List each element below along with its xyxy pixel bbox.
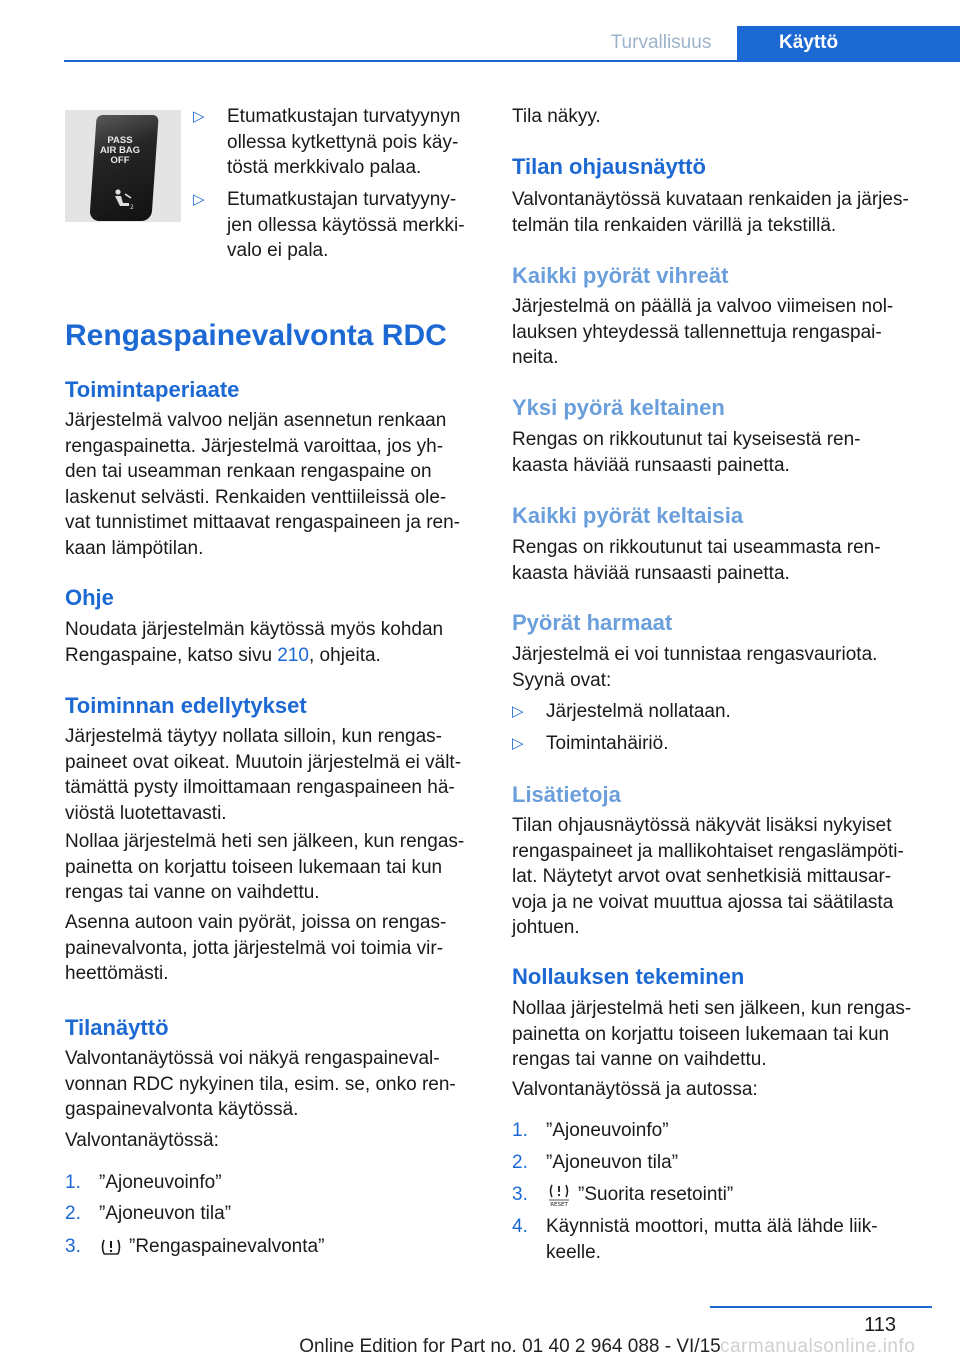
airbag-badge-label: PASS AIR BAG OFF (99, 135, 141, 166)
tire-pressure-warning-icon (99, 1237, 123, 1257)
heading-more-info: Lisätietoja (512, 782, 621, 807)
tire-pressure-reset-icon (546, 1183, 572, 1207)
paragraph-prerequisites-1: Järjestelmä täytyy nollata silloin, kun rengas- paineet ovat oikeat. Muutoin järjestelmä ei vält- tämättä pysty ilmoittamaan rengaspaineen hä- viöstä luotettavasti. (65, 726, 462, 824)
paragraph-status-display-2: Valvontanäytössä: (65, 1130, 219, 1151)
heading-reset: Nollauksen tekeminen (512, 964, 745, 989)
paragraph-more-info: Tilan ohjausnäytössä näkyvät lisäksi nykyiset rengaspaineet ja mallikohtaiset rengaslämpöti- lat. Näytetyt arvot ovat senhetkisiä mittausar- voja ja ne voivat muuttua ajossa tai säätilasta johtuen. (512, 815, 904, 938)
footer-edition: Online Edition for Part no. 01 40 2 964 088 - VI/15 (299, 1336, 721, 1357)
list-item: ▷ Järjestelmä nollataan. (512, 699, 912, 725)
list-item: 3. ”Rengaspainevalvonta” (65, 1236, 325, 1257)
heading-prerequisites: Toiminnan edellytykset (65, 693, 307, 718)
page-number: 113 (864, 1314, 896, 1336)
page-link-210[interactable]: 210 (277, 644, 309, 666)
heading-all-yellow: Kaikki pyörät keltaisia (512, 503, 744, 528)
heading-principle: Toimintaperiaate (65, 377, 240, 402)
paragraph-prerequisites-3: Asenna autoon vain pyörät, joissa on rengas- painevalvonta, jotta järjestelmä voi toimia vir- heettömästi. (65, 912, 447, 984)
footer-divider (710, 1306, 932, 1308)
paragraph-grey: Järjestelmä ei voi tunnistaa rengasvauriota. Syynä ovat: (512, 644, 878, 691)
section-title-rdc: Rengaspainevalvonta RDC (65, 319, 447, 352)
svg-text:RESET: RESET (550, 1201, 568, 1207)
triangle-bullet-icon: ▷ (193, 191, 205, 208)
paragraph-all-green: Järjestelmä on päällä ja valvoo viimeisen nol- lauksen yhteydessä tallennettuja rengaspai- neita. (512, 296, 894, 368)
list-item: 1. ”Ajoneuvoinfo” (65, 1172, 222, 1193)
list-item: 3. RESET ”Suorita resetointi” (512, 1184, 734, 1207)
paragraph-reset: Nollaa järjestelmä heti sen jälkeen, kun rengas- painetta on korjattu toiseen lukemaan tai kun rengas tai vanne on vaihdettu. (512, 998, 912, 1070)
svg-text:2: 2 (130, 204, 134, 210)
paragraph-control-display: Valvontanäytössä kuvataan renkaiden ja järjes- telmän tila renkaiden värillä ja tekstillä. (512, 189, 909, 236)
paragraph-one-yellow: Rengas on rikkoutunut tai kyseisestä ren- kaasta häviää runsaasti painetta. (512, 429, 861, 476)
passenger-seat-icon (111, 188, 137, 210)
airbag-off-light-image (65, 110, 181, 222)
triangle-bullet-icon: ▷ (512, 735, 524, 752)
paragraph-prerequisites-2: Nollaa järjestelmä heti sen jälkeen, kun rengas- painetta on korjattu toiseen lukemaan tai kun rengas tai vanne on vaihdettu. (65, 831, 465, 903)
list-item: 2. ”Ajoneuvon tila” (65, 1203, 232, 1224)
list-item: ▷ Etumatkustajan turvatyyny- jen ollessa käytössä merkki- valo ei pala. (193, 189, 465, 261)
triangle-bullet-icon: ▷ (193, 108, 205, 125)
list-item: 2. ”Ajoneuvon tila” (512, 1152, 679, 1173)
heading-control-display: Tilan ohjausnäyttö (512, 154, 706, 179)
list-item: 1. ”Ajoneuvoinfo” (512, 1120, 669, 1141)
heading-grey: Pyörät harmaat (512, 610, 673, 635)
heading-one-yellow: Yksi pyörä keltainen (512, 395, 725, 420)
triangle-bullet-icon: ▷ (512, 703, 524, 720)
header-section: Turvallisuus (610, 32, 712, 53)
paragraph-reset-2: Valvontanäytössä ja autossa: (512, 1079, 758, 1100)
list-item: ▷ Toimintahäiriö. (512, 731, 912, 757)
heading-all-green: Kaikki pyörät vihreät (512, 263, 729, 288)
header-chapter: Käyttö (737, 26, 960, 60)
heading-guide: Ohje (65, 585, 114, 610)
paragraph-status-display: Valvontanäytössä voi näkyä rengaspaineval- vonnan RDC nykyinen tila, esim. se, onko ren- gaspainevalvonta käytössä. (65, 1048, 456, 1120)
list-item: 4. Käynnistä moottori, mutta älä lähde liik- keelle. (512, 1216, 878, 1263)
paragraph-principle: Järjestelmä valvoo neljän asennetun renkaan rengaspainetta. Järjestelmä varoittaa, jos yh- den tai useamman renkaan rengaspaine on laskenut selvästi. Renkaiden venttiileissä ole- vat tunnistimet mittaavat rengaspaineen ja ren- kaan lämpötilan. (65, 410, 460, 559)
watermark: carmanualsonline.info (720, 1336, 916, 1357)
paragraph-intro: Tila näkyy. (512, 106, 601, 127)
paragraph-all-yellow: Rengas on rikkoutunut tai useammasta ren- kaasta häviää runsaasti painetta. (512, 537, 881, 584)
list-item: ▷ Etumatkustajan turvatyynyn ollessa kytkettynä pois käy- töstä merkkivalo palaa. (193, 106, 461, 178)
heading-status-display: Tilanäyttö (65, 1015, 169, 1040)
header-divider (64, 60, 960, 62)
paragraph-guide: Noudata järjestelmän käytössä myös kohdan Rengaspaine, katso sivu 210, ohjeita. (65, 619, 444, 666)
